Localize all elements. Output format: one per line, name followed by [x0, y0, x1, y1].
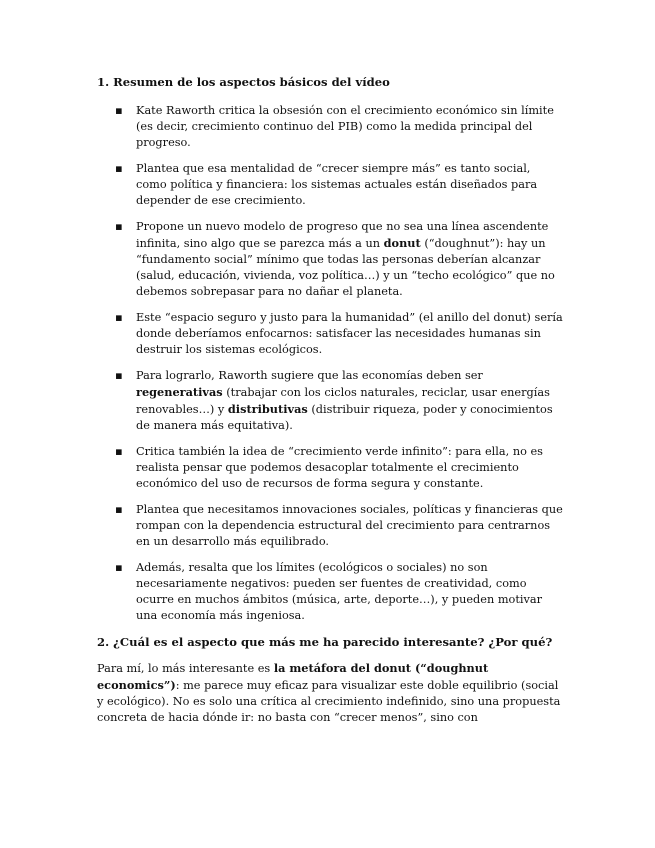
bold-text: distributivas [227, 402, 308, 416]
bullet-icon: ▪ [115, 503, 123, 516]
list-item [97, 368, 563, 434]
bullet-icon: ▪ [115, 311, 123, 324]
bold-text: donut [383, 236, 421, 250]
text-run: Kate Raworth critica la obsesión con el crecimiento económico sin límite (es decir, crecimiento continuo del PIB) como la medida principal del progreso. [136, 104, 554, 149]
text-run: Este “espacio seguro y justo para la humanidad” (el anillo del donut) sería donde deberíamos enfocarnos: satisfacer las necesidades humanas sin destruir los sistemas ecológicos. [136, 311, 563, 356]
text-run: Critica también la idea de “crecimiento verde infinito”: para ella, no es realista pensar que podemos desacoplar totalmente el crecimiento económico del uso de recursos de forma segura y constante. [136, 445, 543, 490]
text-run: Plantea que esa mentalidad de “crecer siempre más” es tanto social, como política y financiera: los sistemas actuales están diseñados para depender de ese crecimiento. [136, 162, 538, 207]
bullet-icon: ▪ [115, 162, 123, 175]
bold-text: regenerativas [136, 385, 223, 399]
summary-bullet-list [97, 103, 563, 624]
bullet-icon: ▪ [115, 104, 123, 117]
list-item [97, 310, 563, 358]
bullet-icon: ▪ [115, 369, 123, 382]
section-2-paragraph [97, 660, 563, 726]
text-run: Propone un nuevo modelo de progreso que no sea una línea ascendente infinita, sino algo que se parezca más a un [136, 220, 549, 250]
list-item [97, 161, 563, 209]
bullet-icon: ▪ [115, 561, 123, 574]
bold-text: la metáfora del donut (“doughnut economics”) [97, 661, 489, 692]
text-run: Además, resalta que los límites (ecológicos o sociales) no son necesariamente negativos: pueden ser fuentes de creatividad, como ocurre en muchos ámbitos (música, arte, deporte…), y pueden motivar una economía más ingeniosa. [136, 561, 543, 622]
section-2-heading: 2. ¿Cuál es el aspecto que más me ha parecido interesante? ¿Por qué? [97, 635, 553, 649]
section-1-heading: 1. Resumen de los aspectos básicos del vídeo [97, 75, 390, 89]
list-item [97, 219, 563, 300]
bullet-icon: ▪ [115, 220, 123, 233]
text-run: (distribuir riqueza, poder y conocimientos de manera más equitativa). [136, 403, 553, 432]
list-item [97, 444, 563, 492]
list-item [97, 560, 563, 624]
text-run: : me parece muy eficaz para visualizar este doble equilibrio (social y ecológico). No es solo una crítica al crecimiento indefinido, sino una propuesta concreta de hacia dónde ir: no basta con “crecer menos”, sino con [97, 679, 561, 724]
bullet-icon: ▪ [115, 445, 123, 458]
text-run: Para mí, lo más interesante es [97, 662, 274, 675]
document-content [97, 74, 563, 726]
text-run: (“doughnut”): hay un “fundamento social” mínimo que todas las personas deberían alcanzar (salud, educación, vivienda, voz política…) y un “techo ecológico” que no debemos sobrepasar para no dañar el planeta. [136, 237, 555, 298]
text-run: Plantea que necesitamos innovaciones sociales, políticas y financieras que rompan con la dependencia estructural del crecimiento para centrarnos en un desarrollo más equilibrado. [136, 503, 563, 548]
text-run: (trabajar con los ciclos naturales, reciclar, usar energías renovables…) y [136, 386, 550, 416]
text-run: Para lograrlo, Raworth sugiere que las economías deben ser [136, 369, 483, 382]
list-item [97, 103, 563, 151]
list-item [97, 502, 563, 550]
